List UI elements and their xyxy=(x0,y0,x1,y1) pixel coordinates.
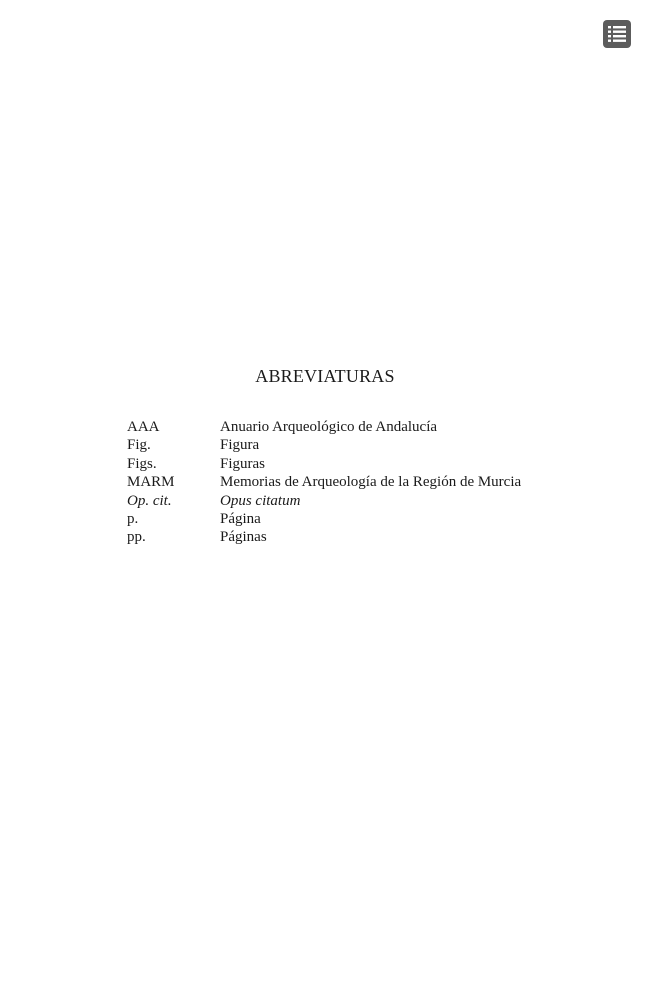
table-of-contents-button[interactable] xyxy=(603,20,631,48)
abbreviation-term: MARM xyxy=(127,474,175,491)
abbreviation-term: Figs. xyxy=(127,455,157,472)
abbreviation-definition: Anuario Arqueológico de Andalucía xyxy=(220,419,438,435)
abbreviations-list xyxy=(127,418,521,547)
list-item xyxy=(127,436,521,454)
abbreviation-definition: Página xyxy=(220,510,261,527)
list-item xyxy=(127,492,521,510)
abbreviation-term: Op. cit. xyxy=(127,492,172,509)
list-item xyxy=(127,455,521,473)
abbreviation-definition: Figuras xyxy=(220,455,265,472)
page-title: ABREVIATURAS xyxy=(255,366,395,386)
abbreviation-definition: Figura xyxy=(220,437,260,454)
abbreviation-definition: Páginas xyxy=(220,529,267,546)
abbreviation-term: AAA xyxy=(127,419,160,435)
list-item xyxy=(127,473,521,491)
list-item xyxy=(127,510,521,528)
abbreviation-term: p. xyxy=(127,510,139,527)
abbreviation-definition: Memorias de Arqueología de la Región de Murcia xyxy=(220,474,522,491)
list-item xyxy=(127,418,521,436)
abbreviation-term: Fig. xyxy=(127,437,151,454)
abbreviation-term: pp. xyxy=(127,529,146,546)
list-item xyxy=(127,528,521,546)
abbreviation-definition: Opus citatum xyxy=(220,492,301,509)
list-icon xyxy=(603,20,631,48)
